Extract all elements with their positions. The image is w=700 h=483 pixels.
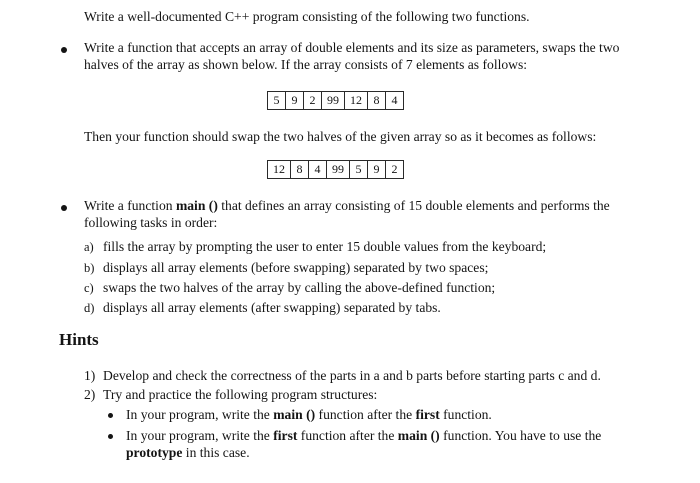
array-cell: 9 [368, 161, 386, 178]
then-text: Then your function should swap the two halves of the given array so as it becomes as follows: [84, 129, 597, 144]
array-cell: 4 [309, 161, 327, 178]
array-cell: 12 [345, 92, 368, 109]
hint-sub-1-pre: In your program, write the [126, 407, 274, 422]
array-cell: 2 [304, 92, 322, 109]
hint-label: 2) [84, 387, 96, 402]
hint-label: 1) [84, 368, 96, 383]
task2-line1-post: that defines an array consisting of 15 double elements and performs the [217, 198, 610, 213]
list-item: swaps the two halves of the array by calling the above-defined function; [103, 280, 496, 295]
main-keyword: main () [397, 428, 440, 443]
task2-line1 [84, 197, 610, 214]
array-cell: 9 [286, 92, 304, 109]
array-cell: 5 [268, 92, 286, 109]
list-label: a) [84, 240, 94, 254]
hint-sub-2-post: function. You have to use the [439, 428, 602, 443]
bullet-icon [61, 205, 67, 211]
array-cell: 5 [350, 161, 368, 178]
main-keyword: main () [175, 198, 218, 213]
hint-sub-2-pre: In your program, write the [126, 428, 274, 443]
task1-line1: Write a function that accepts an array of double elements and its size as parameters, swaps the two [84, 40, 620, 55]
array-cell: 8 [291, 161, 309, 178]
intro-text: Write a well-documented C++ program consisting of the following two functions. [84, 9, 530, 24]
array-cell: 99 [322, 92, 345, 109]
array-cell: 8 [368, 92, 386, 109]
first-keyword: first [273, 428, 298, 443]
array-cell: 4 [391, 93, 398, 107]
array-cell: 99 [327, 161, 350, 178]
list-item: displays all array elements (after swapping) separated by tabs. [103, 300, 441, 315]
task2-line2: following tasks in order: [84, 215, 218, 230]
list-label: b) [84, 261, 95, 275]
hint-sub-1-post: function. [439, 407, 492, 422]
list-label: d) [84, 301, 95, 315]
list-label: c) [84, 281, 94, 295]
hint-sub-2-line2-post: in this case. [182, 445, 250, 460]
hint-sub-2 [126, 427, 601, 444]
array-cell: 12 [268, 161, 291, 178]
hint-sub-2-line2 [126, 444, 250, 461]
task2-line1-pre: Write a function [84, 198, 176, 213]
bullet-icon [61, 47, 67, 53]
hints-heading: Hints [59, 330, 99, 349]
array-cell: 2 [391, 162, 398, 176]
list-item: displays all array elements (before swapping) separated by two spaces; [103, 260, 489, 275]
list-item: fills the array by prompting the user to enter 15 double values from the keyboard; [103, 239, 547, 254]
hint-item-2: Try and practice the following program structures: [103, 387, 378, 402]
array-after [267, 160, 404, 179]
hint-sub-1-mid: function after the [315, 407, 416, 422]
bullet-icon [108, 413, 113, 418]
hint-item-1: Develop and check the correctness of the parts in a and b parts before starting parts c and d. [103, 368, 601, 383]
first-keyword: first [415, 407, 440, 422]
hint-sub-1 [126, 406, 492, 423]
task1-line2: halves of the array as shown below. If the array consists of 7 elements as follows: [84, 57, 528, 72]
array-before [267, 91, 404, 110]
bullet-icon [108, 434, 113, 439]
hint-sub-2-mid: function after the [297, 428, 398, 443]
prototype-keyword: prototype [126, 445, 183, 460]
main-keyword: main () [273, 407, 316, 422]
